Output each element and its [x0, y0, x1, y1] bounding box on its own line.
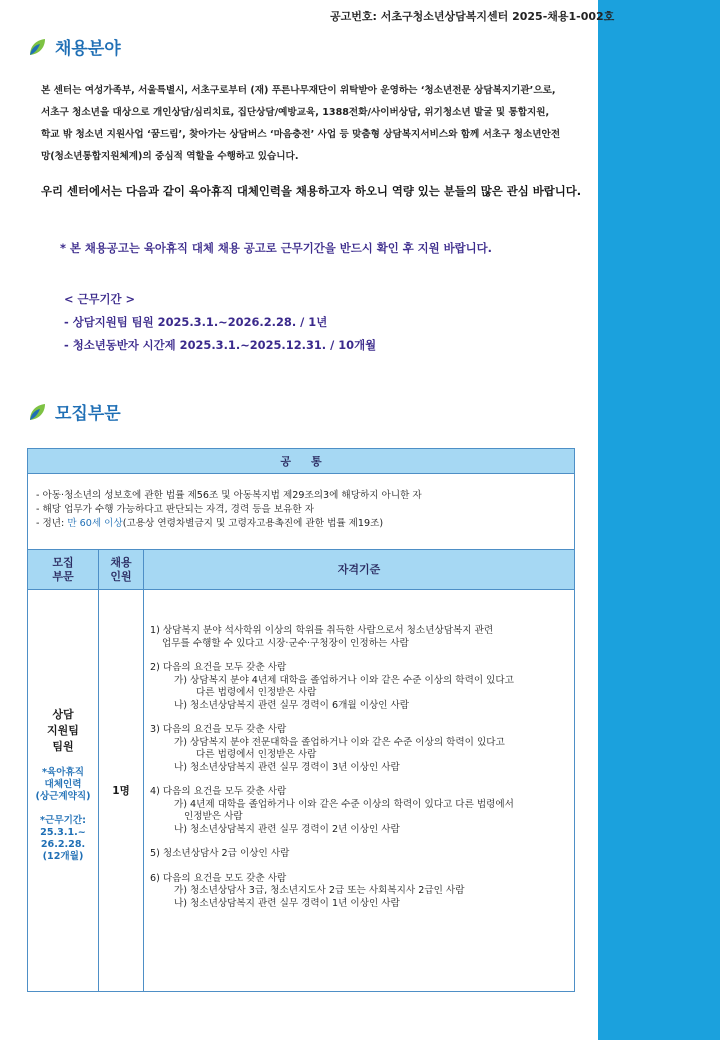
notice-line: 우리 센터에서는 다음과 같이 육아휴직 대체인력을 채용하고자 하오니 역량 있는 분들의 많은 관심 바랍니다. — [41, 184, 582, 198]
intro-line: 망(청소년통합지원체계)의 중심적 역할을 수행하고 있습니다. — [41, 151, 299, 162]
note-line: (상근계약직) — [35, 790, 91, 802]
header-dept — [28, 550, 99, 589]
dept-period-note — [40, 815, 86, 863]
criteria-line: 6) 다음의 요건을 모도 갖춘 사람 — [150, 872, 287, 884]
header-count-line: 채용 — [110, 555, 132, 569]
criteria-list — [150, 625, 570, 922]
criteria-line: 나) 청소년상담복지 관련 실무 경력이 2년 이상인 사람 — [174, 823, 400, 835]
common-line: - 아동·청소년의 성보호에 관한 법률 제56조 및 아동복지법 제29조의3에 해당하지 아니한 자 — [36, 490, 422, 501]
note-line: (12개월) — [42, 850, 84, 862]
dept-name-line: 지원팀 — [47, 723, 79, 737]
dept-name — [47, 707, 79, 755]
criteria-item — [150, 625, 570, 650]
criteria-line: 인정받은 사람 — [184, 811, 243, 822]
criteria-line: 가) 상담복지 분야 전문대학을 졸업하거나 이와 같은 수준 이상의 학력이 있다고 — [174, 736, 505, 748]
work-period-item: - 상담지원팀 팀원 2025.3.1.~2026.2.28. / 1년 — [64, 315, 328, 329]
criteria-line: 1) 상담복지 분야 석사학위 이상의 학위를 취득한 사람으로서 청소년상담복지 관련 — [150, 625, 494, 636]
common-requirements — [28, 474, 574, 550]
dept-name-line: 상담 — [52, 707, 74, 721]
section-title-recruit-dept — [27, 399, 121, 424]
criteria-line: 5) 청소년상담사 2급 이상인 사람 — [150, 848, 290, 859]
criteria-line: 다른 법령에서 인정받은 사람 — [196, 749, 317, 760]
section-title-text: 모집부문 — [55, 404, 121, 424]
work-period-heading: < 근무기간 > — [64, 292, 136, 306]
criteria-line: 가) 4년제 대학을 졸업하거나 이와 같은 수준 이상의 학력이 있다고 다른 법령에서 — [174, 798, 514, 810]
side-decoration-bar — [598, 0, 720, 1040]
header-criteria: 자격기준 — [337, 562, 381, 576]
header-dept-line: 모집 — [52, 555, 74, 569]
common-line: - 해당 업무가 수행 가능하다고 판단되는 자격, 경력 등을 보유한 자 — [36, 504, 314, 515]
criteria-item — [150, 786, 570, 836]
notice-number: 공고번호: 서초구청소년상담복지센터 2025-채용1-002호 — [330, 10, 615, 23]
criteria-line: 3) 다음의 요건을 모두 갖춘 사람 — [150, 724, 287, 735]
note-line: 대체인력 — [44, 778, 82, 790]
age-highlight: 만 60세 이상 — [67, 518, 123, 529]
work-period-item: - 청소년동반자 시간제 2025.3.1.~2025.12.31. / 10개월 — [64, 338, 377, 352]
note-line: 25.3.1.~ — [40, 826, 86, 838]
age-suffix: (고용상 연령차별금지 및 고령자고용촉진에 관한 법률 제19조) — [122, 518, 384, 529]
dept-cell — [28, 590, 99, 991]
criteria-line: 다른 법령에서 인정받은 사람 — [196, 687, 317, 698]
criteria-item — [150, 724, 570, 774]
leaf-icon — [27, 36, 49, 58]
header-count — [99, 550, 144, 589]
header-dept-line: 부문 — [52, 569, 74, 583]
section-title-recruit-field — [27, 34, 121, 59]
dept-name-line: 팀원 — [52, 739, 74, 753]
intro-line: 서초구 청소년을 대상으로 개인상담/심리치료, 집단상담/예방교육, 1388전화/사이버상담, 위기청소년 발굴 및 통합지원, — [41, 107, 550, 118]
criteria-line: 2) 다음의 요건을 모두 갖춘 사람 — [150, 662, 287, 673]
age-prefix: - 정년: — [36, 518, 68, 529]
criteria-line: 4) 다음의 요건을 모두 갖춘 사람 — [150, 786, 287, 797]
common-header: 공통 — [28, 449, 574, 474]
leaf-icon — [27, 401, 49, 423]
criteria-item — [150, 848, 570, 861]
criteria-line: 나) 청소년상담복지 관련 실무 경력이 1년 이상인 사람 — [174, 897, 400, 909]
note-line: 26.2.28. — [40, 838, 86, 850]
work-period — [64, 288, 376, 357]
note-line: *육아휴직 — [41, 766, 85, 778]
column-header-row — [28, 550, 574, 590]
intro-paragraph — [41, 80, 586, 168]
dept-contract-note — [35, 767, 90, 803]
criteria-item — [150, 662, 570, 712]
criteria-line: 가) 청소년상담사 3급, 청소년지도사 2급 또는 사회복지사 2급인 사람 — [174, 885, 465, 896]
section-title-text: 채용분야 — [55, 39, 121, 59]
criteria-line: 가) 상담복지 분야 4년제 대학을 졸업하거나 이와 같은 수준 이상의 학력이 있다고 — [174, 674, 514, 686]
note-line: *근무기간: — [40, 814, 86, 826]
header-count-line: 인원 — [110, 569, 132, 583]
warning-line: * 본 채용공고는 육아휴직 대체 채용 공고로 근무기간을 반드시 확인 후 지원 바랍니다. — [60, 241, 492, 255]
criteria-item — [150, 873, 570, 911]
criteria-line: 나) 청소년상담복지 관련 실무 경력이 6개월 이상인 사람 — [174, 699, 410, 711]
headcount-cell: 1명 — [99, 590, 144, 991]
recruit-table — [27, 448, 575, 992]
criteria-line: 나) 청소년상담복지 관련 실무 경력이 3년 이상인 사람 — [174, 761, 400, 773]
intro-line: 학교 밖 청소년 지원사업 ‘꿈드림’, 찾아가는 상담버스 ‘마음충전’ 사업 등 맞춤형 상담복지서비스와 함께 서초구 청소년안전 — [41, 129, 561, 140]
retirement-age-line — [36, 517, 566, 531]
table-row — [28, 590, 574, 991]
intro-line: 본 센터는 여성가족부, 서울특별시, 서초구로부터 (재) 푸른나무재단이 위탁받아 운영하는 ‘청소년전문 상담복지기관’으로, — [41, 85, 556, 96]
criteria-line: 업무를 수행할 수 있다고 시장·군수·구청장이 인정하는 사람 — [162, 637, 409, 649]
